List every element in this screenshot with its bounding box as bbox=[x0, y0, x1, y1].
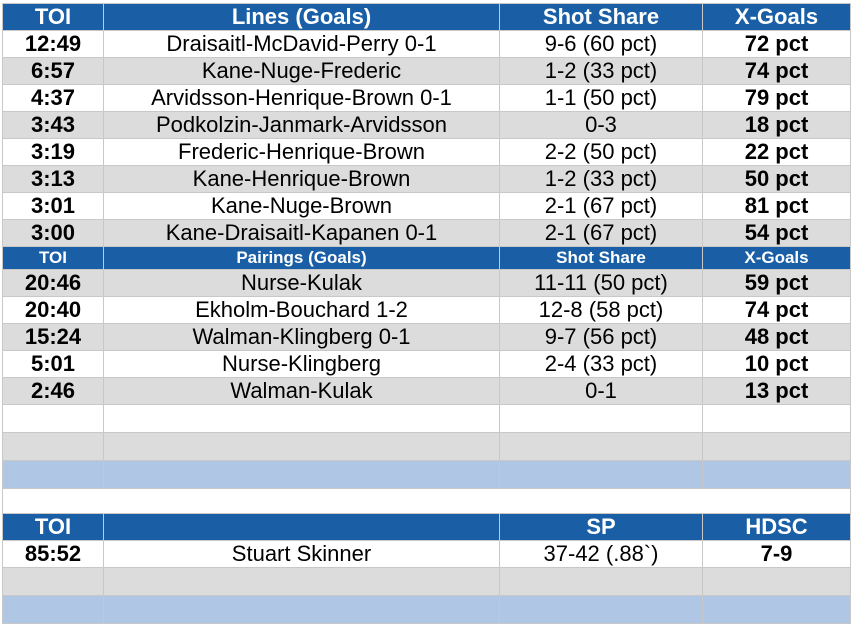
xg-header: HDSC bbox=[703, 514, 851, 541]
xg-cell: 10 pct bbox=[703, 351, 851, 378]
share-cell: 1-1 (50 pct) bbox=[500, 85, 703, 112]
share-header: SP bbox=[500, 514, 703, 541]
name-cell: Stuart Skinner bbox=[104, 541, 500, 568]
empty-cell bbox=[104, 568, 500, 596]
share-header: Shot Share bbox=[500, 4, 703, 31]
share-cell: 9-7 (56 pct) bbox=[500, 324, 703, 351]
name-cell: Walman-Klingberg 0-1 bbox=[104, 324, 500, 351]
table-row bbox=[3, 112, 851, 139]
goalie-name-header bbox=[104, 514, 500, 541]
xg-cell: 79 pct bbox=[703, 85, 851, 112]
xg-header: X-Goals bbox=[703, 4, 851, 31]
share-cell: 0-1 bbox=[500, 378, 703, 405]
empty-cell bbox=[104, 405, 500, 433]
empty-cell bbox=[500, 461, 703, 489]
toi-cell: 3:43 bbox=[3, 112, 104, 139]
share-cell: 0-3 bbox=[500, 112, 703, 139]
table-row bbox=[3, 58, 851, 85]
empty-cell bbox=[3, 596, 104, 624]
table-row bbox=[3, 31, 851, 58]
empty-row bbox=[3, 433, 851, 461]
empty-cell bbox=[104, 461, 500, 489]
xg-cell: 81 pct bbox=[703, 193, 851, 220]
empty-row bbox=[3, 568, 851, 596]
name-cell: Frederic-Henrique-Brown bbox=[104, 139, 500, 166]
share-cell: 9-6 (60 pct) bbox=[500, 31, 703, 58]
table-row bbox=[3, 166, 851, 193]
share-cell: 2-1 (67 pct) bbox=[500, 193, 703, 220]
name-cell: Kane-Henrique-Brown bbox=[104, 166, 500, 193]
toi-cell: 3:01 bbox=[3, 193, 104, 220]
share-cell: 1-2 (33 pct) bbox=[500, 58, 703, 85]
section-gap bbox=[3, 489, 851, 514]
table-row bbox=[3, 270, 851, 297]
stats-table bbox=[2, 3, 851, 624]
share-cell: 37-42 (.88`) bbox=[500, 541, 703, 568]
toi-cell: 3:19 bbox=[3, 139, 104, 166]
name-cell: Podkolzin-Janmark-Arvidsson bbox=[104, 112, 500, 139]
table-row bbox=[3, 378, 851, 405]
empty-row bbox=[3, 596, 851, 624]
table-row bbox=[3, 324, 851, 351]
empty-cell bbox=[500, 568, 703, 596]
name-cell: Ekholm-Bouchard 1-2 bbox=[104, 297, 500, 324]
toi-cell: 85:52 bbox=[3, 541, 104, 568]
empty-cell bbox=[500, 433, 703, 461]
toi-cell: 5:01 bbox=[3, 351, 104, 378]
xg-cell: 50 pct bbox=[703, 166, 851, 193]
name-cell: Arvidsson-Henrique-Brown 0-1 bbox=[104, 85, 500, 112]
name-cell: Kane-Draisaitl-Kapanen 0-1 bbox=[104, 220, 500, 247]
name-cell: Nurse-Kulak bbox=[104, 270, 500, 297]
empty-row bbox=[3, 405, 851, 433]
empty-cell bbox=[703, 405, 851, 433]
share-cell: 11-11 (50 pct) bbox=[500, 270, 703, 297]
xg-cell: 54 pct bbox=[703, 220, 851, 247]
name-cell: Nurse-Klingberg bbox=[104, 351, 500, 378]
name-cell: Kane-Nuge-Frederic bbox=[104, 58, 500, 85]
xg-cell: 48 pct bbox=[703, 324, 851, 351]
empty-cell bbox=[104, 596, 500, 624]
table-row bbox=[3, 297, 851, 324]
share-cell: 2-1 (67 pct) bbox=[500, 220, 703, 247]
xg-cell: 18 pct bbox=[703, 112, 851, 139]
toi-cell: 6:57 bbox=[3, 58, 104, 85]
name-cell: Kane-Nuge-Brown bbox=[104, 193, 500, 220]
empty-cell bbox=[703, 568, 851, 596]
empty-cell bbox=[500, 596, 703, 624]
share-cell: 2-2 (50 pct) bbox=[500, 139, 703, 166]
empty-cell bbox=[3, 461, 104, 489]
toi-cell: 2:46 bbox=[3, 378, 104, 405]
share-cell: 2-4 (33 pct) bbox=[500, 351, 703, 378]
toi-cell: 12:49 bbox=[3, 31, 104, 58]
xg-cell: 59 pct bbox=[703, 270, 851, 297]
toi-header: TOI bbox=[3, 247, 104, 270]
empty-row bbox=[3, 461, 851, 489]
empty-cell bbox=[500, 405, 703, 433]
toi-cell: 3:13 bbox=[3, 166, 104, 193]
toi-cell: 3:00 bbox=[3, 220, 104, 247]
toi-cell: 4:37 bbox=[3, 85, 104, 112]
name-cell: Draisaitl-McDavid-Perry 0-1 bbox=[104, 31, 500, 58]
lines-header: Lines (Goals) bbox=[104, 4, 500, 31]
empty-cell bbox=[703, 461, 851, 489]
table-row bbox=[3, 351, 851, 378]
xg-cell: 13 pct bbox=[703, 378, 851, 405]
toi-header: TOI bbox=[3, 4, 104, 31]
xg-cell: 74 pct bbox=[703, 297, 851, 324]
empty-cell bbox=[703, 433, 851, 461]
empty-cell bbox=[3, 568, 104, 596]
share-cell: 1-2 (33 pct) bbox=[500, 166, 703, 193]
toi-header: TOI bbox=[3, 514, 104, 541]
xg-cell: 74 pct bbox=[703, 58, 851, 85]
table-row bbox=[3, 220, 851, 247]
empty-cell bbox=[703, 596, 851, 624]
table-row bbox=[3, 541, 851, 568]
empty-cell bbox=[3, 405, 104, 433]
share-cell: 12-8 (58 pct) bbox=[500, 297, 703, 324]
pairings-header-row bbox=[3, 247, 851, 270]
name-cell: Walman-Kulak bbox=[104, 378, 500, 405]
toi-cell: 15:24 bbox=[3, 324, 104, 351]
goalie-header-row bbox=[3, 514, 851, 541]
empty-cell bbox=[104, 433, 500, 461]
xg-header: X-Goals bbox=[703, 247, 851, 270]
lines-header-row bbox=[3, 4, 851, 31]
table-row bbox=[3, 85, 851, 112]
empty-cell bbox=[3, 433, 104, 461]
toi-cell: 20:46 bbox=[3, 270, 104, 297]
table-row bbox=[3, 193, 851, 220]
table-row bbox=[3, 139, 851, 166]
share-header: Shot Share bbox=[500, 247, 703, 270]
xg-cell: 7-9 bbox=[703, 541, 851, 568]
xg-cell: 22 pct bbox=[703, 139, 851, 166]
gap-cell bbox=[3, 489, 851, 514]
pairings-header: Pairings (Goals) bbox=[104, 247, 500, 270]
xg-cell: 72 pct bbox=[703, 31, 851, 58]
toi-cell: 20:40 bbox=[3, 297, 104, 324]
